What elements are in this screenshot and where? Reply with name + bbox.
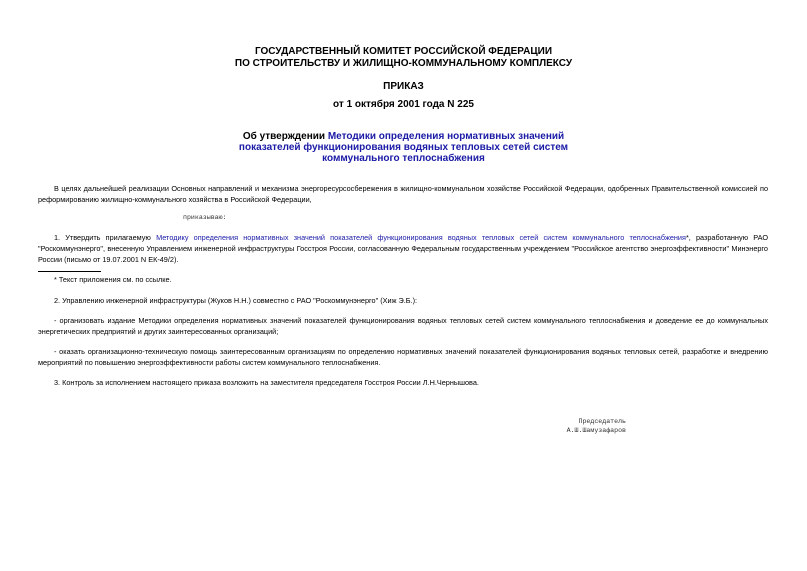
- intro-paragraph: В целях дальнейшей реализации Основных направлений и механизма энергоресурсосбережения в жилищно-коммунальном хозяйстве Российской Федерации, одобренных Правительственной комиссией по реформированию жилищно-коммунального хозяйства в Российской Федерации,: [38, 184, 768, 204]
- committee-title-line1: ГОСУДАРСТВЕННЫЙ КОМИТЕТ РОССИЙСКОЙ ФЕДЕРАЦИИ: [254, 46, 553, 57]
- methodology-link[interactable]: Методику определения нормативных значений показателей функционирования водяных тепловых сетей систем коммунального теплоснабжения: [156, 233, 686, 242]
- item-1-paragraph: [38, 232, 768, 265]
- document-date: от 1 октября 2001 года N 225: [333, 99, 474, 110]
- document-type: ПРИКАЗ: [383, 81, 424, 92]
- footnote-divider: [38, 271, 101, 272]
- item-2-paragraph: 2. Управлению инженерной инфраструктуры (Жуков Н.Н.) совместно с РАО "Роскоммунэнерго" (Хиж Э.Б.):: [54, 296, 418, 305]
- signature-position: Председатель: [578, 418, 626, 425]
- item-3-paragraph: 3. Контроль за исполнением настоящего приказа возложить на заместителя председателя Госстроя России Л.Н.Чернышова.: [54, 378, 479, 387]
- methodology-title-link-2[interactable]: показателей функционирования водяных тепловых сетей систем: [238, 142, 569, 153]
- item-2a-paragraph: - организовать издание Методики определения нормативных значений показателей функционирования водяных тепловых сетей систем коммунального теплоснабжения и доведение ее до коммунальных энергетических предприятий и других заинтересованных организаций;: [38, 316, 768, 336]
- footnote: * Текст приложения см. по ссылке.: [54, 275, 172, 284]
- item-1-start: 1. Утвердить прилагаемую: [54, 233, 151, 242]
- methodology-title-link-3[interactable]: коммунального теплоснабжения: [322, 153, 485, 164]
- title-prefix: Об утверждении: [242, 131, 326, 142]
- methodology-title-link-1[interactable]: Методики определения нормативных значений: [327, 131, 565, 142]
- item-2b-paragraph: - оказать организационно-техническую помощь заинтересованным организациям по определению нормативных значений показателей функционирования водяных тепловых сетей, разработке и внедрению мероприятий по повышению энергоэффективности работы систем коммунального теплоснабжения.: [38, 347, 768, 367]
- item-1-rest: *, разработанную РАО "Роскоммунэнерго", внесенную Управлением инженерной инфраструктуры Госстроя России, согласованную Федеральным государственным учреждением "Российское агентство энергоэффективности" Минэнерго России (письмо от 19.07.2001 N ЕК-49/2).: [38, 233, 769, 264]
- signature-name: А.Ш.Шамузафаров: [566, 427, 626, 434]
- committee-title-line2: ПО СТРОИТЕЛЬСТВУ И ЖИЛИЩНО-КОММУНАЛЬНОМУ КОМПЛЕКСУ: [234, 58, 573, 69]
- orders-word: приказываю:: [183, 214, 227, 221]
